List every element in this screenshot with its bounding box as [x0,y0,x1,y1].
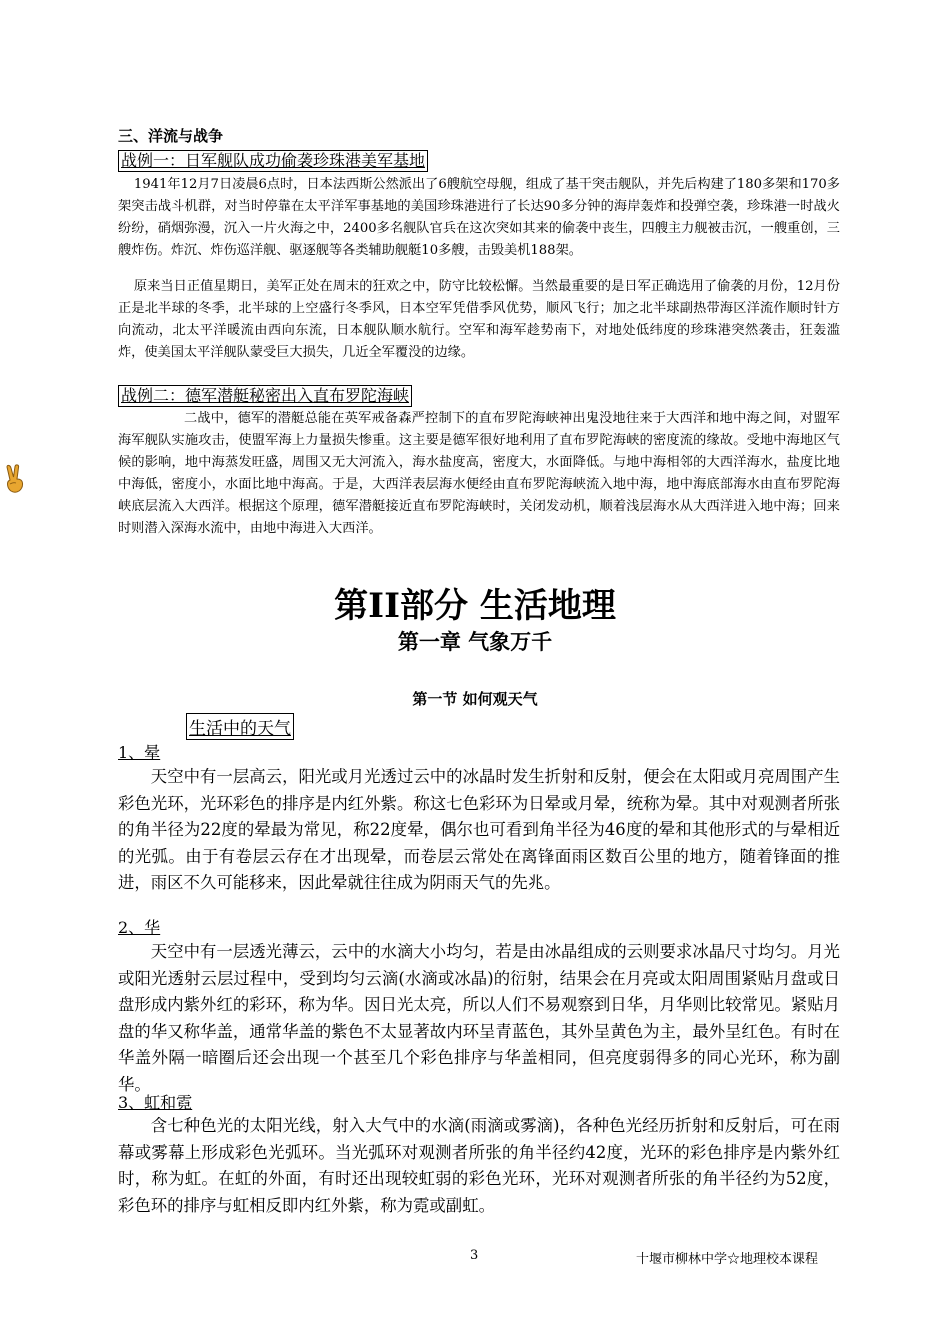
item-paragraph: 含七种色光的太阳光线，射入大气中的水滴(雨滴或雾滴)，各种色光经历折射和反射后，可在雨幕或雾幕上形成彩色光弧环。当光弧环对观测者所张的角半径约42度，光环的彩色排序是内紫外红时，称为虹。在虹的外面，有时还出现较虹弱的彩色光环，光环对观测者所张的角半径约为52度，彩色环的排序与虹相反即内红外紫，称为霓或副虹。 [118,1116,840,1215]
section-heading: 第一节 如何观天气 [412,690,538,708]
battle1-heading: 战例一：日军舰队成功偷袭珍珠港美军基地 [118,150,428,172]
page-number: 3 [470,1248,479,1263]
subheading-wrap [186,713,294,740]
footer-school: 十堰市柳林中学☆地理校本课程 [636,1252,819,1267]
item-heading: 3、虹和霓 [118,1093,193,1112]
item-paragraph: 天空中有一层透光薄云，云中的水滴大小均匀，若是由冰晶组成的云则要求冰晶尺寸均匀。月光或阳光透射云层过程中，受到均匀云滴(水滴或冰晶)的衍射，结果会在月亮或太阳周围紧贴月盘或日盘形成内紫外红的彩环，称为华。因日光太亮，所以人们不易观察到日华，月华则比较常见。紧贴月盘的华又称华盖，通常华盖的紫色不太显著故内环呈青蓝色，其外呈黄色为主，最外呈红色。有时在华盖外隔一暗圈后还会出现一个甚至几个彩色排序与华盖相同，但亮度弱得多的同心光环，称为副华。 [118,942,840,1094]
item-heading: 1、晕 [118,743,161,762]
section-title: 三、洋流与战争 [118,127,224,145]
victory-hand-icon [4,464,26,494]
subheading: 生活中的天气 [186,713,294,740]
part-title: 第II部分 生活地理 [334,586,616,626]
battle2-paragraph: 二战中，德军的潜艇总能在英军戒备森严控制下的直布罗陀海峡神出鬼没地往来于大西洋和地中海之间，对盟军海军舰队实施攻击，使盟军海上力量损失惨重。这主要是德军很好地利用了直布罗陀海峡的密度流的缘故。受地中海地区气候的影响，地中海蒸发旺盛，周围又无大河流入，海水盐度高，密度大，水面降低。与地中海相邻的大西洋海水，盐度比地中海低，密度小，水面比地中海高。于是，大西洋表层海水便经由直布罗陀海峡流入地中海，地中海底部海水由直布罗陀海峡底层流入大西洋。根据这个原理，德军潜艇接近直布罗陀海峡时，关闭发动机，顺着浅层海水从大西洋进入地中海；回来时则潜入深海水流中，由地中海进入大西洋。 [118,411,840,536]
battle2-heading-wrap [118,385,412,407]
item-heading: 2、华 [118,918,161,937]
chapter-title: 第一章 气象万千 [397,630,553,654]
battle1-paragraph-1: 1941年12月7日凌晨6点时，日本法西斯公然派出了6艘航空母舰，组成了基干突击舰队，并先后构建了180多架和170多架突击战斗机群，对当时停靠在太平洋军事基地的美国珍珠港进行了长达90多分钟的海岸轰炸和投弹空袭，珍珠港一时战火纷纷，硝烟弥漫，沉入一片火海之中，2400多名舰队官兵在这次突如其来的偷袭中丧生，四艘主力舰被击沉，一艘重创，三艘炸伤。炸沉、炸伤巡洋舰、驱逐舰等各类辅助舰艇10多艘，击毁美机188架。 [118,177,840,258]
item-paragraph: 天空中有一层高云，阳光或月光透过云中的冰晶时发生折射和反射，便会在太阳或月亮周围产生彩色光环，光环彩色的排序是内红外紫。称这七色彩环为日晕或月晕，统称为晕。其中对观测者所张的角半径为22度的晕最为常见，称22度晕，偶尔也可看到角半径为46度的晕和其他形式的与晕相近的光弧。由于有卷层云存在才出现晕，而卷层云常处在离锋面雨区数百公里的地方，随着锋面的推进，雨区不久可能移来，因此晕就往往成为阴雨天气的先兆。 [118,767,840,892]
battle1-paragraph-2: 原来当日正值星期日，美军正处在周末的狂欢之中，防守比较松懈。当然最重要的是日军正确选用了偷袭的月份，12月份正是北半球的冬季，北半球的上空盛行冬季风，日本空军凭借季风优势，顺风飞行；加之北半球副热带海区洋流作顺时针方向流动，北太平洋暖流由西向东流，日本舰队顺水航行。空军和海军趁势南下，对地处低纬度的珍珠港突然袭击，狂轰滥炸，使美国太平洋舰队蒙受巨大损失，几近全军覆没的边缘。 [118,279,840,360]
battle2-heading: 战例二：德军潜艇秘密出入直布罗陀海峡 [118,385,412,407]
battle1-heading-wrap [118,150,428,172]
